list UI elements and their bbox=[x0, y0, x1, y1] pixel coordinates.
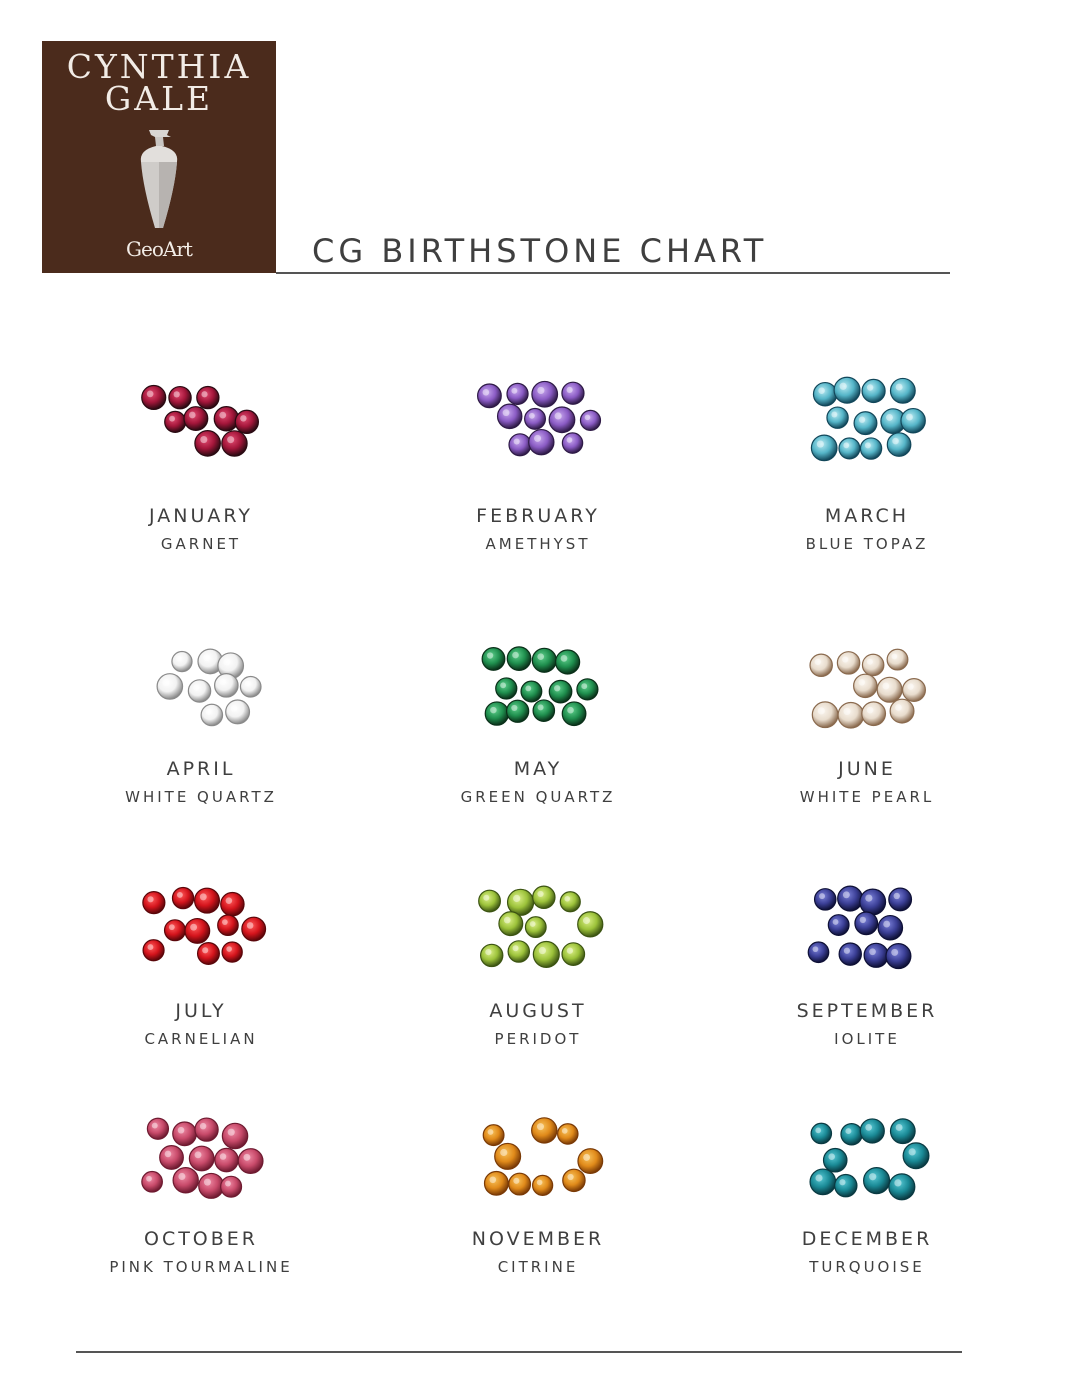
gem-highlight bbox=[567, 948, 573, 954]
gem-stone bbox=[201, 704, 222, 725]
gem-stone bbox=[811, 435, 837, 461]
gem-cluster-citrine bbox=[468, 1103, 608, 1213]
gem-highlight bbox=[529, 413, 535, 419]
gem-highlight bbox=[178, 1127, 185, 1134]
gem-highlight bbox=[562, 1128, 568, 1134]
gem-highlight bbox=[539, 947, 546, 954]
gem-stone bbox=[864, 1168, 890, 1194]
gem-stone bbox=[562, 433, 582, 453]
gem-highlight bbox=[906, 414, 913, 421]
stone-label: AMETHYST bbox=[485, 535, 591, 553]
gem-highlight bbox=[485, 949, 491, 955]
gem-highlight bbox=[513, 895, 520, 902]
gem-highlight bbox=[815, 659, 821, 665]
gem-highlight bbox=[815, 1128, 821, 1134]
gem-stone bbox=[160, 1146, 184, 1170]
gem-highlight bbox=[883, 921, 890, 928]
logo-line-1: CYNTHIA bbox=[66, 47, 252, 86]
gem-stone bbox=[889, 1174, 915, 1200]
gem-highlight bbox=[819, 893, 825, 899]
gem-highlight bbox=[483, 895, 489, 901]
gem-stone bbox=[508, 941, 529, 962]
gem-highlight bbox=[525, 686, 531, 692]
gem-highlight bbox=[567, 1174, 573, 1180]
gem-highlight bbox=[581, 683, 587, 689]
gem-stone bbox=[195, 431, 220, 456]
gem-stone bbox=[147, 1118, 168, 1139]
stone-label: WHITE PEARL bbox=[799, 788, 935, 806]
gem-highlight bbox=[511, 388, 517, 394]
gem-highlight bbox=[226, 946, 232, 952]
gem-stone bbox=[498, 404, 522, 428]
gem-stone bbox=[580, 410, 600, 430]
gem-highlight bbox=[146, 1176, 152, 1182]
month-label: MAY bbox=[513, 758, 563, 780]
gem-stone bbox=[862, 654, 883, 675]
gem-stone bbox=[810, 654, 832, 676]
gem-highlight bbox=[537, 1180, 543, 1186]
gem-highlight bbox=[537, 387, 544, 394]
gem-stone bbox=[834, 377, 860, 403]
gem-stone bbox=[157, 674, 182, 699]
gem-stone bbox=[197, 387, 219, 409]
gem-stone bbox=[238, 1149, 263, 1174]
vase-icon bbox=[135, 128, 183, 232]
month-label: OCTOBER bbox=[143, 1228, 259, 1250]
gem-highlight bbox=[813, 946, 819, 952]
logo-sub: GeoArt bbox=[126, 237, 192, 261]
gem-highlight bbox=[886, 414, 893, 421]
gem-stone bbox=[864, 943, 888, 967]
gem-highlight bbox=[567, 707, 574, 714]
gem-stone bbox=[812, 702, 838, 728]
gem-stone bbox=[173, 1122, 197, 1146]
gem-stone bbox=[828, 915, 849, 936]
gem-stone bbox=[507, 700, 529, 722]
gem-highlight bbox=[555, 412, 562, 419]
month-label: DECEMBER bbox=[801, 1228, 933, 1250]
gem-highlight bbox=[537, 1123, 544, 1130]
gem-highlight bbox=[487, 652, 493, 658]
month-label: JANUARY bbox=[149, 505, 253, 527]
stone-label: IOLITE bbox=[834, 1030, 900, 1048]
gem-stone bbox=[835, 1175, 857, 1197]
gem-highlight bbox=[564, 896, 570, 902]
stone-label: WHITE QUARTZ bbox=[125, 788, 277, 806]
gem-stone bbox=[556, 650, 580, 674]
gem-stone bbox=[195, 888, 220, 913]
gem-highlight bbox=[247, 922, 254, 929]
gem-stone bbox=[841, 1124, 862, 1145]
gem-stone bbox=[483, 1125, 504, 1146]
gem-stone bbox=[242, 917, 266, 941]
month-label: APRIL bbox=[166, 758, 236, 780]
gem-highlight bbox=[201, 391, 207, 397]
gem-stone bbox=[533, 941, 559, 967]
gem-stone bbox=[172, 651, 192, 671]
gem-highlight bbox=[152, 1123, 158, 1129]
gem-cluster-iolite bbox=[797, 872, 937, 982]
gem-highlight bbox=[147, 391, 154, 398]
gem-highlight bbox=[514, 438, 520, 444]
gem-highlight bbox=[865, 894, 872, 901]
gem-highlight bbox=[585, 415, 591, 421]
gem-highlight bbox=[189, 412, 196, 419]
gem-highlight bbox=[200, 1123, 206, 1129]
gem-highlight bbox=[844, 948, 850, 954]
gem-highlight bbox=[206, 709, 212, 715]
gem-stone bbox=[143, 892, 165, 914]
gem-stone bbox=[886, 944, 911, 969]
gem-stone bbox=[890, 378, 915, 403]
gem-highlight bbox=[503, 409, 510, 416]
gem-highlight bbox=[843, 442, 849, 448]
gem-highlight bbox=[228, 1129, 235, 1136]
stone-label: PERIDOT bbox=[494, 1030, 582, 1048]
gem-stone bbox=[221, 1176, 242, 1197]
gem-stone bbox=[837, 652, 859, 674]
gem-highlight bbox=[169, 924, 175, 930]
gem-cluster-white-quartz bbox=[131, 633, 271, 743]
gem-stone bbox=[235, 410, 258, 433]
stone-label: GREEN QUARTZ bbox=[460, 788, 616, 806]
gem-stone bbox=[827, 407, 848, 428]
gem-highlight bbox=[195, 1151, 202, 1158]
gem-stone bbox=[808, 942, 829, 963]
gem-highlight bbox=[909, 1148, 916, 1155]
gem-highlight bbox=[894, 893, 900, 899]
month-label: SEPTEMBER bbox=[796, 1000, 938, 1022]
gem-stone bbox=[226, 700, 250, 724]
logo-line-2: GALE bbox=[104, 79, 214, 118]
gem-highlight bbox=[907, 683, 913, 689]
gem-highlight bbox=[842, 656, 848, 662]
gem-stone bbox=[890, 699, 914, 723]
gem-highlight bbox=[895, 704, 902, 711]
gem-stone bbox=[496, 678, 517, 699]
gem-stone bbox=[507, 647, 531, 671]
gem-highlight bbox=[554, 685, 560, 691]
gem-highlight bbox=[891, 949, 898, 956]
gem-cluster-green-quartz bbox=[468, 633, 608, 743]
gem-highlight bbox=[162, 679, 169, 686]
gem-stone bbox=[214, 407, 238, 431]
gem-stone bbox=[860, 1119, 884, 1143]
gem-stone bbox=[495, 1143, 521, 1169]
gem-highlight bbox=[892, 438, 899, 445]
gem-stone bbox=[532, 1118, 557, 1143]
gem-stone bbox=[215, 1148, 238, 1171]
gem-highlight bbox=[843, 891, 850, 898]
gem-highlight bbox=[896, 384, 903, 391]
gem-highlight bbox=[869, 948, 876, 955]
gem-cluster-carnelian bbox=[131, 872, 271, 982]
gem-stone bbox=[509, 434, 531, 456]
gem-highlight bbox=[488, 1129, 494, 1135]
gem-stone bbox=[903, 679, 926, 702]
gem-highlight bbox=[865, 442, 871, 448]
title-underline bbox=[276, 272, 950, 274]
gem-stone bbox=[499, 912, 523, 936]
gem-stone bbox=[810, 1169, 836, 1195]
gem-highlight bbox=[200, 436, 207, 443]
gem-highlight bbox=[867, 707, 874, 714]
gem-stone bbox=[839, 943, 861, 965]
gem-stone bbox=[533, 1175, 553, 1195]
gem-highlight bbox=[513, 945, 519, 951]
gem-stone bbox=[889, 888, 912, 911]
gem-highlight bbox=[174, 391, 180, 397]
gem-stone bbox=[184, 407, 208, 431]
gem-highlight bbox=[220, 679, 227, 686]
stone-label: BLUE TOPAZ bbox=[805, 535, 929, 553]
month-label: FEBRUARY bbox=[476, 505, 600, 527]
gem-stone bbox=[165, 411, 186, 432]
gem-stone bbox=[877, 677, 902, 702]
gem-highlight bbox=[869, 1173, 876, 1180]
gem-stone bbox=[578, 1149, 603, 1174]
gem-highlight bbox=[490, 707, 497, 714]
gem-stone bbox=[577, 679, 598, 700]
gem-highlight bbox=[202, 947, 208, 953]
gem-highlight bbox=[219, 412, 226, 419]
month-label: MARCH bbox=[824, 505, 910, 527]
gem-highlight bbox=[226, 897, 233, 904]
gem-stone bbox=[143, 940, 164, 961]
gem-highlight bbox=[828, 1153, 835, 1160]
gem-stone bbox=[198, 943, 220, 965]
gem-highlight bbox=[176, 656, 182, 662]
gem-stone bbox=[240, 676, 261, 697]
gem-stone bbox=[901, 409, 925, 433]
gem-highlight bbox=[165, 1151, 172, 1158]
gem-cluster-garnet bbox=[131, 365, 271, 475]
gem-highlight bbox=[240, 415, 246, 421]
gem-stone bbox=[558, 1124, 578, 1144]
gem-highlight bbox=[500, 1149, 507, 1156]
bottom-divider bbox=[76, 1351, 962, 1353]
gem-stone bbox=[862, 702, 886, 726]
gem-stone bbox=[173, 1168, 198, 1193]
gem-stone bbox=[815, 889, 836, 910]
gem-stone bbox=[215, 674, 238, 697]
gem-stone bbox=[185, 919, 210, 944]
gem-highlight bbox=[204, 1179, 211, 1186]
gem-cluster-pink-tourmaline bbox=[131, 1103, 271, 1213]
gem-stone bbox=[824, 1149, 847, 1172]
gem-stone bbox=[485, 1171, 509, 1195]
gem-stone bbox=[860, 438, 881, 459]
gem-highlight bbox=[190, 924, 197, 931]
gem-stone bbox=[532, 648, 556, 672]
gem-stone bbox=[549, 407, 575, 433]
gem-stone bbox=[887, 649, 908, 670]
gem-highlight bbox=[865, 1124, 872, 1131]
gem-stone bbox=[195, 1118, 218, 1141]
gem-stone bbox=[199, 1173, 224, 1198]
gem-highlight bbox=[538, 704, 544, 710]
gem-highlight bbox=[815, 1174, 822, 1181]
gem-highlight bbox=[867, 384, 873, 390]
gem-highlight bbox=[845, 1128, 851, 1134]
gem-highlight bbox=[894, 1179, 901, 1186]
gem-stone bbox=[854, 674, 877, 697]
gem-stone bbox=[221, 893, 244, 916]
gem-highlight bbox=[223, 658, 230, 665]
gem-stone bbox=[222, 1123, 247, 1148]
gem-highlight bbox=[225, 1181, 231, 1187]
gem-highlight bbox=[896, 1124, 903, 1131]
brand-logo bbox=[42, 41, 276, 273]
gem-stone bbox=[142, 1172, 163, 1193]
gem-stone bbox=[479, 890, 501, 912]
gem-stone bbox=[839, 438, 860, 459]
gem-cluster-white-pearl bbox=[797, 633, 937, 743]
gem-cluster-turquoise bbox=[797, 1103, 937, 1213]
gem-stone bbox=[549, 680, 572, 703]
gem-cluster-peridot bbox=[468, 872, 608, 982]
gem-highlight bbox=[227, 436, 234, 443]
gem-highlight bbox=[169, 416, 175, 422]
gem-highlight bbox=[177, 892, 183, 898]
gem-stone bbox=[188, 680, 210, 702]
gem-stone bbox=[529, 430, 554, 455]
month-label: AUGUST bbox=[489, 1000, 587, 1022]
gem-stone bbox=[222, 942, 242, 962]
gem-highlight bbox=[867, 659, 873, 665]
gem-stone bbox=[165, 920, 186, 941]
month-label: JUNE bbox=[838, 758, 896, 780]
gem-highlight bbox=[203, 654, 210, 661]
gem-cluster-amethyst bbox=[468, 365, 608, 475]
gem-highlight bbox=[231, 705, 238, 712]
gem-highlight bbox=[245, 681, 251, 687]
gem-stone bbox=[509, 1173, 531, 1195]
gem-stone bbox=[478, 384, 502, 408]
gem-stone bbox=[482, 648, 505, 671]
month-label: NOVEMBER bbox=[471, 1228, 605, 1250]
gem-stone bbox=[533, 886, 555, 908]
month-label: JULY bbox=[175, 1000, 227, 1022]
gem-highlight bbox=[147, 896, 153, 902]
gem-highlight bbox=[818, 387, 825, 394]
gem-stone bbox=[485, 702, 508, 725]
gem-highlight bbox=[147, 944, 153, 950]
gem-highlight bbox=[567, 387, 573, 393]
gem-stone bbox=[838, 702, 864, 728]
gem-highlight bbox=[859, 679, 866, 686]
gem-highlight bbox=[178, 1173, 185, 1180]
gem-stone bbox=[521, 681, 542, 702]
gem-highlight bbox=[882, 683, 889, 690]
gem-highlight bbox=[843, 708, 850, 715]
gem-highlight bbox=[818, 707, 825, 714]
gem-stone bbox=[563, 1169, 585, 1191]
gem-highlight bbox=[860, 917, 866, 923]
gem-stone bbox=[813, 383, 836, 406]
gem-highlight bbox=[483, 389, 490, 396]
stone-label: PINK TOURMALINE bbox=[109, 1258, 293, 1276]
page-title: CG BIRTHSTONE CHART bbox=[312, 232, 768, 270]
gem-stone bbox=[862, 379, 885, 402]
gem-stone bbox=[890, 1119, 915, 1144]
gem-highlight bbox=[530, 921, 536, 927]
gem-highlight bbox=[500, 682, 506, 688]
gem-highlight bbox=[831, 412, 837, 418]
gem-highlight bbox=[511, 705, 517, 711]
stone-label: CARNELIAN bbox=[144, 1030, 258, 1048]
gem-highlight bbox=[537, 891, 543, 897]
gem-stone bbox=[562, 943, 585, 966]
stone-label: TURQUOISE bbox=[809, 1258, 925, 1276]
gem-highlight bbox=[193, 684, 199, 690]
gem-stone bbox=[481, 944, 503, 966]
gem-highlight bbox=[504, 917, 511, 924]
gem-highlight bbox=[583, 917, 590, 924]
gem-highlight bbox=[222, 919, 228, 925]
gem-stone bbox=[142, 385, 166, 409]
gem-stone bbox=[222, 431, 247, 456]
gem-highlight bbox=[534, 435, 541, 442]
gem-stone bbox=[189, 1146, 214, 1171]
gem-highlight bbox=[513, 1178, 519, 1184]
gem-highlight bbox=[840, 383, 847, 390]
gem-highlight bbox=[200, 893, 207, 900]
gem-highlight bbox=[859, 417, 865, 423]
gem-stone bbox=[532, 381, 558, 407]
gem-highlight bbox=[561, 655, 568, 662]
gem-stone bbox=[854, 412, 877, 435]
gem-stone bbox=[525, 917, 546, 938]
gem-stone bbox=[878, 916, 902, 940]
gem-stone bbox=[218, 915, 238, 935]
gem-stone bbox=[525, 409, 546, 430]
gem-stone bbox=[562, 702, 586, 726]
gem-highlight bbox=[537, 653, 544, 660]
gem-highlight bbox=[891, 654, 897, 660]
gem-stone bbox=[860, 889, 886, 915]
gem-highlight bbox=[839, 1179, 845, 1185]
stone-label: GARNET bbox=[160, 535, 242, 553]
gem-stone bbox=[811, 1123, 831, 1143]
gem-stone bbox=[855, 912, 878, 935]
gem-highlight bbox=[489, 1176, 496, 1183]
gem-stone bbox=[887, 433, 911, 457]
gem-stone bbox=[578, 912, 603, 937]
gem-cluster-blue-topaz bbox=[797, 365, 937, 475]
gem-highlight bbox=[833, 919, 839, 925]
gem-highlight bbox=[567, 437, 573, 443]
gem-stone bbox=[169, 387, 191, 409]
gem-stone bbox=[562, 382, 584, 404]
gem-highlight bbox=[817, 440, 824, 447]
gem-stone bbox=[533, 700, 554, 721]
gem-stone bbox=[903, 1143, 929, 1169]
gem-highlight bbox=[220, 1153, 227, 1160]
gem-highlight bbox=[512, 652, 519, 659]
gem-highlight bbox=[243, 1154, 250, 1161]
gem-stone bbox=[172, 888, 193, 909]
stone-label: CITRINE bbox=[497, 1258, 579, 1276]
gem-stone bbox=[507, 383, 528, 404]
gem-stone bbox=[838, 886, 863, 911]
gem-stone bbox=[560, 892, 580, 912]
gem-highlight bbox=[583, 1154, 590, 1161]
